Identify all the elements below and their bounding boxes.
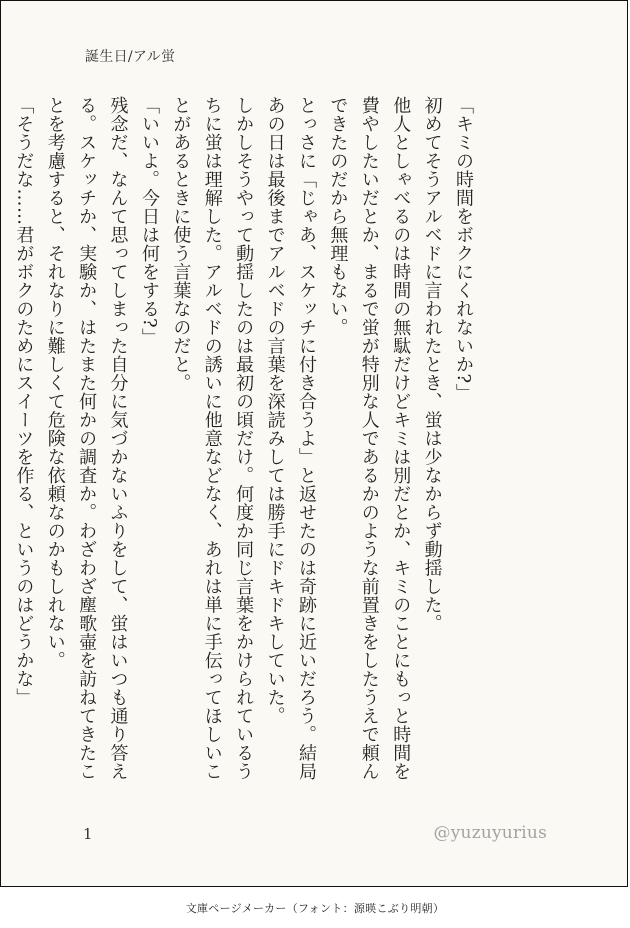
page-title: 誕生日/アル蛍: [85, 49, 176, 65]
vertical-body-text: [13, 96, 479, 791]
paragraph: しかしそうやって動揺したのは最初の頃だけ。何度か同じ言葉をかけられているうちに蛍は理解した。アルベドの誘いに他意などなく、あれは単に手伝ってほしいことがあるときに使う言葉なのだと。: [170, 96, 255, 781]
paragraph: 初めてそうアルベドに言われたとき、蛍は少なからず動揺した。: [421, 96, 443, 633]
page-number: 1: [83, 825, 93, 843]
paragraph: 残念だ、なんて思ってしまった自分に気づかないふりをして、蛍はいつも通り答える。スケッチか、実験か、はたまた何かの調査か。わざわざ塵歌壷を訪ねてきたことを考慮すると、それなりに難しくて危険な依頼なのかもしれない。: [44, 96, 129, 781]
paragraph: 「そうだな……君がボクのためにスイーツを作る、というのはどうかな」: [13, 96, 35, 707]
author-handle: @yuzuyurius: [433, 823, 547, 843]
paragraph: 「キミの時間をボクにくれないか?」: [453, 96, 474, 403]
paragraph: 「いいよ。今日は何をする?」: [138, 96, 160, 347]
paragraph: とっさに「じゃあ、スケッチに付き合うよ」と返せたのは奇跡に近いだろう。結局あの日は最後までアルベドの言葉を深読みしては勝手にドキドキしていた。: [264, 96, 317, 781]
paragraph: 他人としゃべるのは時間の無駄だけどキミは別だとか、キミのことにもっと時間を費やしたいだとか、まるで蛍が特別な人であるかのような前置きをしたうえで頼んできたのだから無理もない。: [327, 96, 412, 781]
generator-caption: 文庫ページメーカー（フォント：源暎こぶり明朝）: [185, 902, 445, 915]
